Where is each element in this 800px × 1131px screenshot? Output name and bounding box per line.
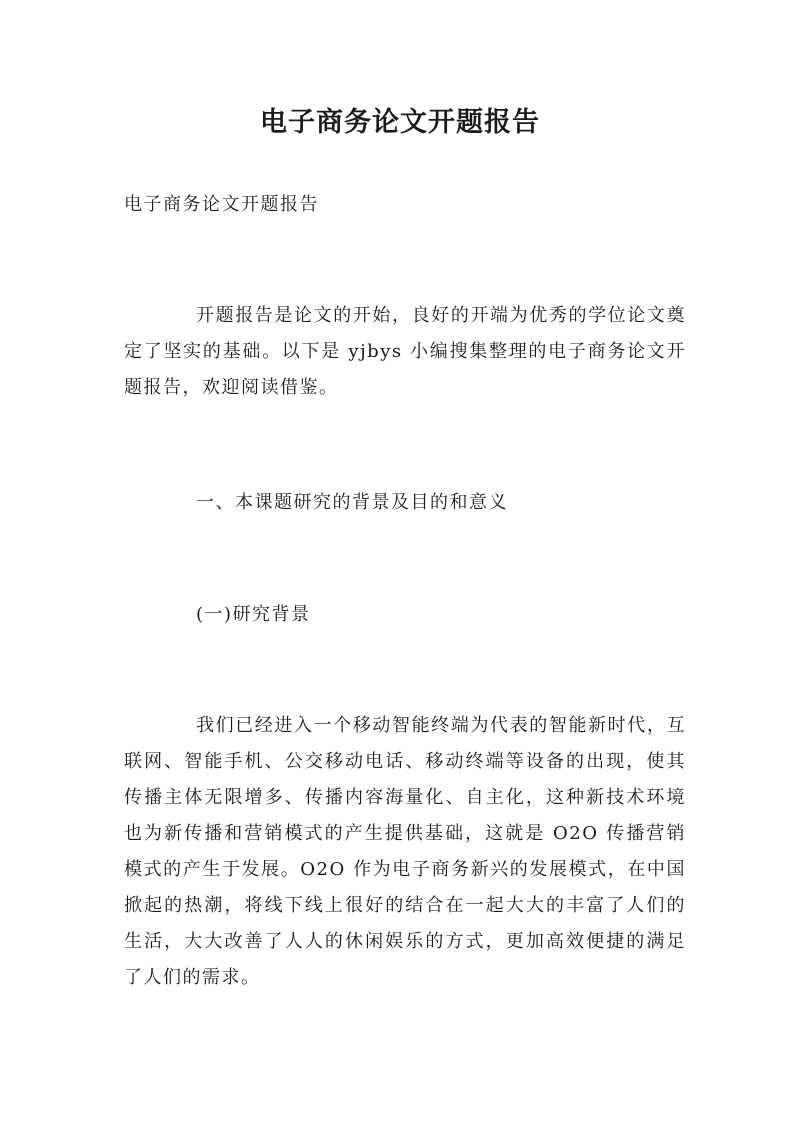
intro-paragraph: 开题报告是论文的开始，良好的开端为优秀的学位论文奠定了坚实的基础。以下是 yjbys 小编搜集整理的电子商务论文开题报告，欢迎阅读借鉴。 xyxy=(124,305,686,398)
section-heading: 一、本课题研究的背景及目的和意义 xyxy=(196,492,508,513)
document-subtitle: 电子商务论文开题报告 xyxy=(124,194,319,215)
document-title: 电子商务论文开题报告 xyxy=(260,107,540,138)
subsection-heading: (一)研究背景 xyxy=(196,604,311,625)
body-paragraph: 我们已经进入一个移动智能终端为代表的智能新时代，互联网、智能手机、公交移动电话、移动终端等设备的出现，使其传播主体无限增多、传播内容海量化、自主化，这种新技术环境也为新传播和营销模式的产生提供基础，这就是 O2O 传播营销模式的产生于发展。O2O 作为电子商务新兴的发展模式，在中国掀起的热潮，将线下线上很好的结合在一起大大的丰富了人们的生活，大大改善了人人的休闲娱乐的方式，更加高效便捷的满足了人们的需求。 xyxy=(124,715,686,988)
